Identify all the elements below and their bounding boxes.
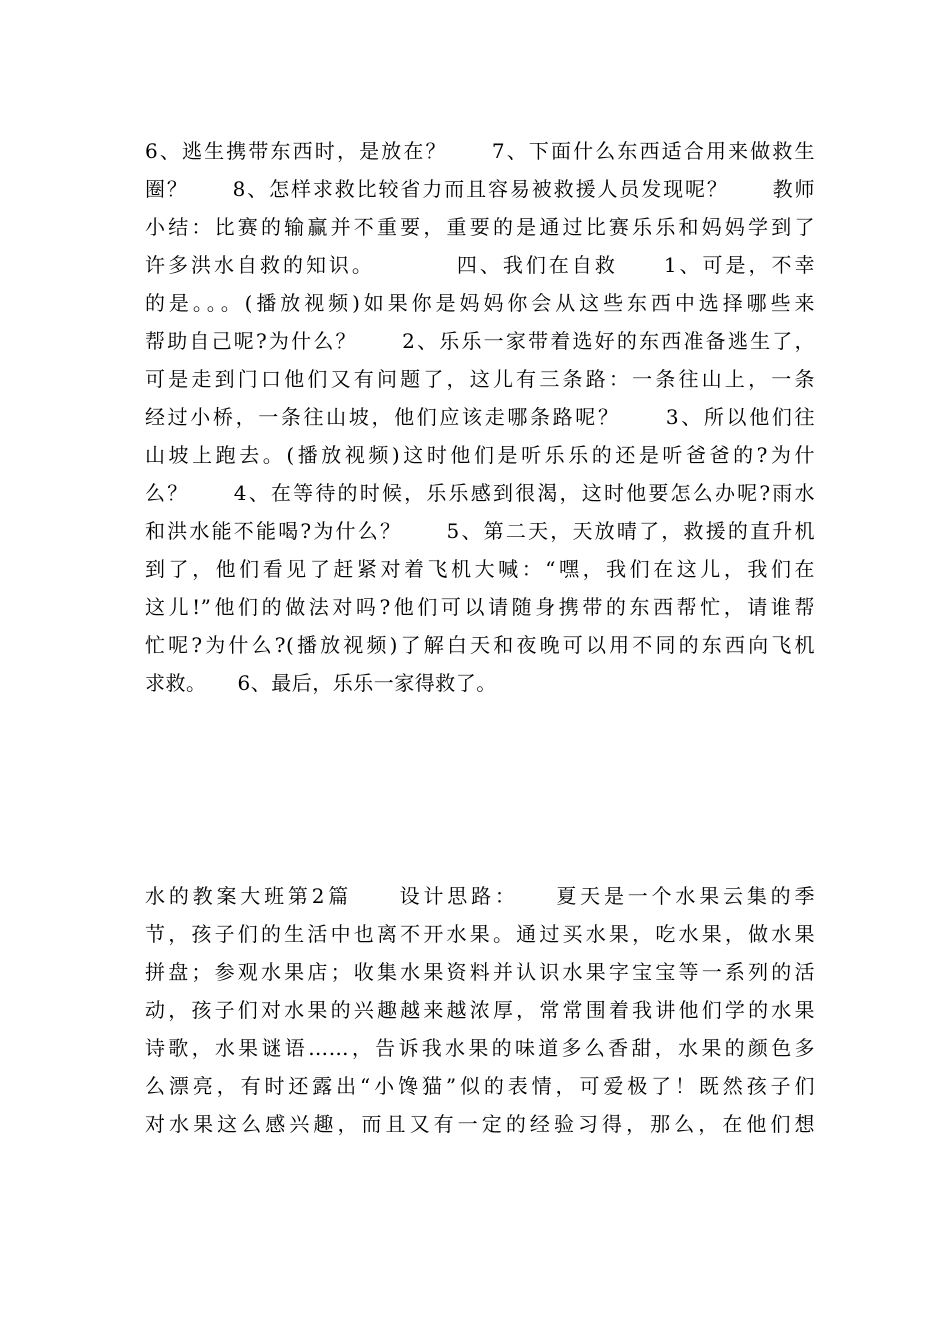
text-line: 忙呢?为什么?(播放视频)了解白天和夜晚可以用不同的东西向飞机 bbox=[145, 633, 815, 657]
text-line: 山坡上跑去。(播放视频)这时他们是听乐乐的还是听爸爸的?为什 bbox=[145, 443, 815, 467]
text-line: 帮助自己呢?为什么？ 2、乐乐一家带着选好的东西准备逃生了， bbox=[145, 329, 815, 353]
text-line: 求救。 6、最后，乐乐一家得救了。 bbox=[145, 671, 497, 695]
text-line: 诗歌，水果谜语……，告诉我水果的味道多么香甜，水果的颜色多 bbox=[145, 1036, 815, 1060]
text-line: 许多洪水自救的知识。 四、我们在自救 1、可是，不幸 bbox=[145, 253, 815, 277]
text-line: 水的教案大班第2篇 设计思路： 夏天是一个水果云集的季 bbox=[145, 884, 815, 908]
paragraph-lesson-plan-2 bbox=[145, 877, 815, 1143]
text-line: 可是走到门口他们又有问题了，这儿有三条路：一条往山上，一条 bbox=[145, 367, 815, 391]
text-line: 节，孩子们的生活中也离不开水果。通过买水果，吃水果，做水果 bbox=[145, 922, 815, 946]
text-line: 经过小桥，一条往山坡，他们应该走哪条路呢？ 3、所以他们往 bbox=[145, 405, 815, 429]
text-line: 对水果这么感兴趣，而且又有一定的经验习得，那么，在他们想 bbox=[145, 1112, 815, 1136]
text-line: 动，孩子们对水果的兴趣越来越浓厚，常常围着我讲他们学的水果 bbox=[145, 998, 815, 1022]
text-line: 么？ 4、在等待的时候，乐乐感到很渴，这时他要怎么办呢?雨水 bbox=[145, 481, 815, 505]
text-line: 到了，他们看见了赶紧对着飞机大喊：“嘿，我们在这儿，我们在 bbox=[145, 557, 815, 581]
text-line: 小结：比赛的输赢并不重要，重要的是通过比赛乐乐和妈妈学到了 bbox=[145, 215, 815, 239]
text-line: 拼盘；参观水果店；收集水果资料并认识水果字宝宝等一系列的活 bbox=[145, 960, 815, 984]
text-line: 6、逃生携带东西时，是放在？ 7、下面什么东西适合用来做救生 bbox=[145, 139, 815, 163]
text-line: 的是。。。(播放视频)如果你是妈妈你会从这些东西中选择哪些来 bbox=[145, 291, 815, 315]
text-line: 和洪水能不能喝?为什么？ 5、第二天，天放晴了，救援的直升机 bbox=[145, 519, 815, 543]
paragraph-flood-self-rescue bbox=[145, 132, 815, 702]
text-line: 么漂亮，有时还露出“小馋猫”似的表情，可爱极了！既然孩子们 bbox=[145, 1074, 815, 1098]
text-line: 圈？ 8、怎样求救比较省力而且容易被救援人员发现呢？ 教师 bbox=[145, 177, 815, 201]
text-line: 这儿!”他们的做法对吗?他们可以请随身携带的东西帮忙，请谁帮 bbox=[145, 595, 815, 619]
